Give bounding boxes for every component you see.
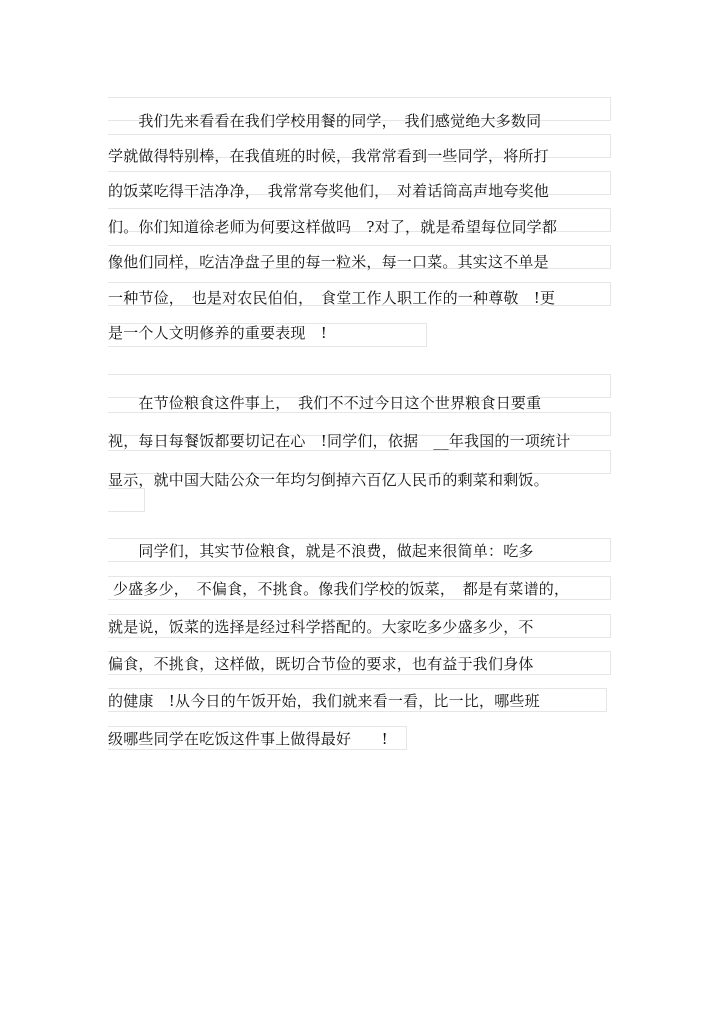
paragraph-3-line-4: 偏食，不挑食，这样做，既切合节俭的要求，也有益于我们身体 [108,655,534,673]
paragraph-3-line-5: 的健康 !从今日的午饭开始，我们就来看一看，比一比，哪些班 [108,692,540,710]
paragraph-1-line-5: 像他们同样，吃洁净盘子里的每一粒米，每一口菜。其实这不单是 [108,253,549,271]
paragraph-1-line-4: 们。你们知道徐老师为何要这样做吗 ?对了，就是希望每位同学都 [108,218,558,236]
paragraph-2-line-3: 显示，就中国大陆公众一年均匀倒掉六百亿人民币的剩菜和剩饭。 [108,471,549,489]
paragraph-1-line-6: 一种节俭， 也是对农民伯伯， 食堂工作人职工作的一种尊敬 !更 [108,289,556,307]
line-box [108,488,145,512]
paragraph-3-line-3: 就是说，饭菜的选择是经过科学搭配的。大家吃多少盛多少，不 [108,618,534,636]
paragraph-3-line-1: 同学们，其实节俭粮食，就是不浪费，做起来很简单：吃多 [108,542,534,560]
paragraph-3-line-2: 少盛多少， 不偏食，不挑食。像我们学校的饭菜， 都是有菜谱的， [108,580,570,598]
paragraph-1-line-7: 是一个人文明修养的重要表现 ! [108,324,328,342]
paragraph-2-line-1: 在节俭粮食这件事上， 我们不不过今日这个世界粮食日要重 [108,394,542,412]
paragraph-1-line-2: 学就做得特别棒，在我值班的时候，我常常看到一些同学，将所打 [108,147,549,165]
paragraph-3-line-6: 级哪些同学在吃饭这件事上做得最好 ! [108,730,388,748]
paragraph-1-line-3: 的饭菜吃得干洁净净， 我常常夸奖他们， 对着话筒高声地夸奖他 [108,182,550,200]
paragraph-2-line-2: 视，每日每餐饭都要切记在心 !同学们，依据 __年我国的一项统计 [108,432,571,450]
paragraph-1-line-1: 我们先来看看在我们学校用餐的同学， 我们感觉绝大多数同 [108,112,542,130]
